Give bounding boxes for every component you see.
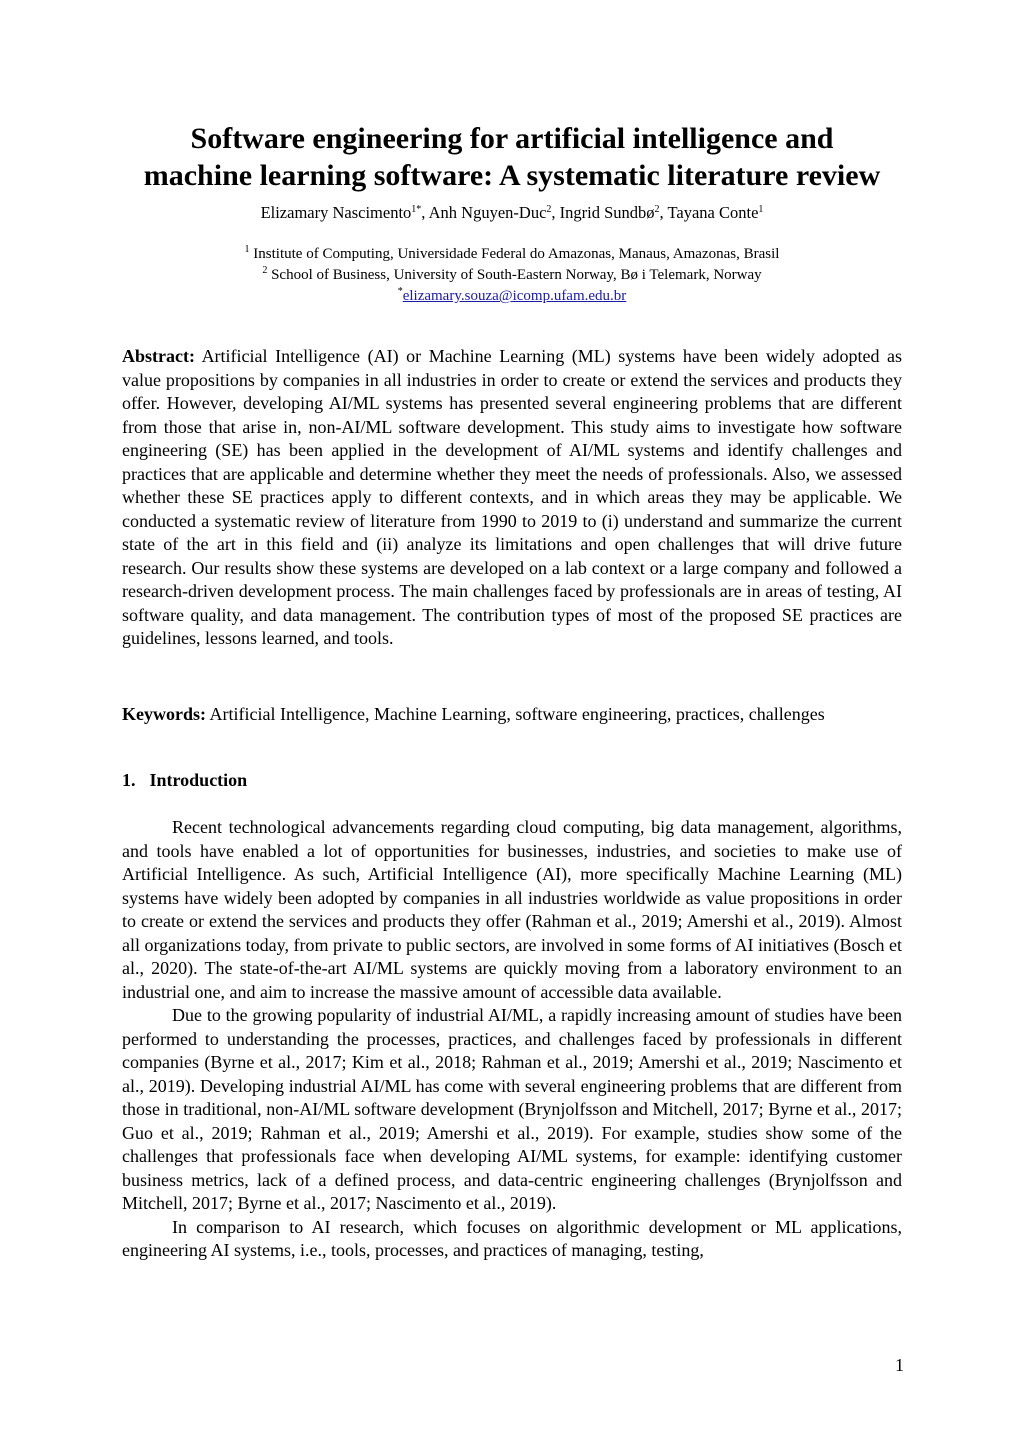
section-number: 1. [122,770,136,790]
section-heading [122,768,247,792]
page-number: 1 [895,1355,904,1375]
affiliation-2: $^2$ School of Business, University of South-Eastern Norway, Bø i Telemark, Norway [262,265,762,283]
title-line-2: machine learning software: A systematic literature review [143,159,881,192]
author: Elizamary Nascimento$^{1*}$, [260,203,429,222]
keywords-text: Artificial Intelligence, Machine Learning, software engineering, practices, challenges [209,704,825,724]
author: Tayana Conte$^1$ [667,203,764,222]
abstract [122,345,902,651]
contact-email: *elizamary.souza@icomp.ufam.edu.br [397,286,627,304]
affiliations [100,244,924,307]
keywords-label: Keywords: [122,704,206,724]
paragraph: Due to the growing popularity of industrial AI/ML, a rapidly increasing amount of studies have been performed to understanding the processes, practices, and challenges faced by professionals in different companies (Byrne et al., 2017; Kim et al., 2018; Rahman et al., 2019; Amershi et al., 2019; Nascimento et al., 2019). Developing industrial AI/ML has come with several engineering problems that are different from those in traditional, non-AI/ML software development (Brynjolfsson and Mitchell, 2017; Byrne et al., 2017; Guo et al., 2019; Rahman et al., 2019; Amershi et al., 2019). For example, studies show some of the challenges that professionals face when developing AI/ML systems, for example: identifying customer business metrics, lack of a defined process, and data-centric engineering challenges (Brynjolfsson and Mitchell, 2017; Byrne et al., 2017; Nascimento et al., 2019). [122,1005,902,1213]
paragraph: Recent technological advancements regarding cloud computing, big data management, algorithms, and tools have enabled a lot of opportunities for businesses, industries, and societies to make use of Artificial Intelligence. As such, Artificial Intelligence (AI), more specifically Machine Learning (ML) systems have widely been adopted by companies in all industries worldwide as value propositions in order to create or extend the services and products they offer (Rahman et al., 2019; Amershi et al., 2019). Almost all organizations today, from private to public sectors, are involved in some forms of AI initiatives (Bosch et al., 2020). The state-of-the-art AI/ML systems are quickly moving from a laboratory environment to an industrial one, and aim to increase the massive amount of accessible data available. [122,817,902,1002]
paragraph: In comparison to AI research, which focuses on algorithmic development or ML applications, engineering AI systems, i.e., tools, processes, and practices of managing, testing, [122,1216,902,1260]
paper-title [100,120,924,194]
title-line-1: Software engineering for artificial intelligence and [190,122,834,155]
author: Anh Nguyen-Duc$^2$, [428,203,560,222]
email-link[interactable]: elizamary.souza@icomp.ufam.edu.br [402,288,627,304]
author-list [100,202,924,224]
affiliation-1: $^1$ Institute of Computing, Universidade Federal do Amazonas, Manaus, Amazonas, Brasil [244,244,780,262]
author: Ingrid Sundbø$^2$, [559,203,668,222]
keywords [122,703,902,727]
abstract-label: Abstract: [122,346,195,366]
abstract-text: Artificial Intelligence (AI) or Machine Learning (ML) systems have been widely adopted as value propositions by companies in all industries in order to create or extend the services and products they offer. However, developing AI/ML systems has presented several engineering problems that are different from those that arise in, non-AI/ML software development. This study aims to investigate how software engineering (SE) has been applied in the development of AI/ML systems and identify challenges and practices that are applicable and determine whether they meet the needs of professionals. Also, we assessed whether these SE practices apply to different contexts, and in which areas they may be applicable. We conducted a systematic review of literature from 1990 to 2019 to (i) understand and summarize the current state of the art in this field and (ii) analyze its limitations and open challenges that will drive future research. Our results show these systems are developed on a lab context or a large company and followed a research-driven development process. The main challenges faced by professionals are in areas of testing, AI software quality, and data management. The contribution types of most of the proposed SE practices are guidelines, lessons learned, and tools. [122,346,902,648]
introduction-body [122,816,902,1263]
section-title: Introduction [149,770,248,790]
